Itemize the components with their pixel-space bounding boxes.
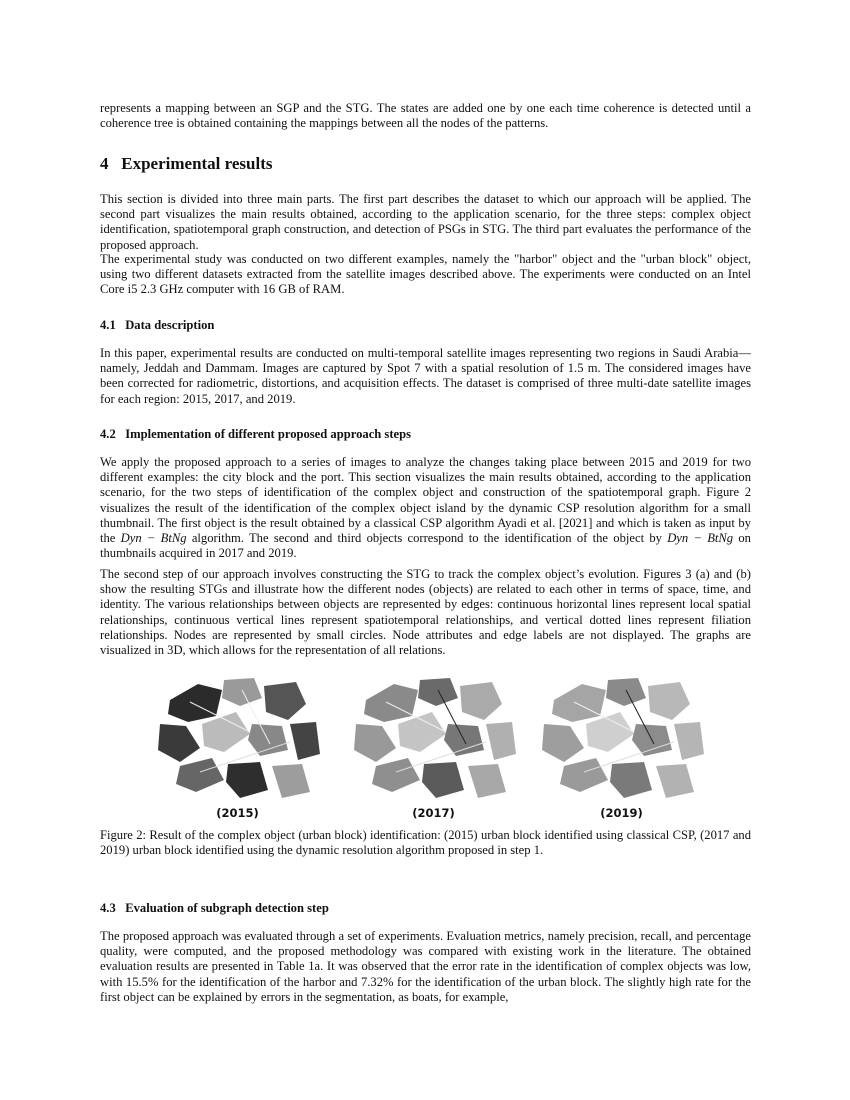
figure-panel-2019 — [534, 672, 709, 822]
p1-part-c: on thumbnails acquired in 2017 and 2019. — [100, 531, 751, 561]
urban-block-2015-image — [150, 672, 325, 804]
section-4-3-title: Evaluation of subgraph detection step — [125, 901, 329, 915]
figure-label-2019: (2019) — [600, 806, 643, 820]
p1-part-a: We apply the proposed approach to a series of images to analyze the changes taking place between 2015 and 2019 for two different examples: the city block and the port. This section visualizes the main results obtained, according to the application scenario, for the two steps of identification of the complex object and construction of the spatiotemporal graph. Figure 2 visualizes the result of the identification of the complex object island by the dynamic CSP resolution algorithm for a small thumbnail. The first object is the result obtained by a classical CSP algorithm Ayadi et al. [2021] and which is taken as input by the — [100, 455, 751, 546]
section-4-2-title: Implementation of different proposed approach steps — [125, 427, 412, 441]
section-4-1-heading — [100, 318, 214, 333]
figure-2-caption: Figure 2: Result of the complex object (urban block) identification: (2015) urban block identified using classical CSP, (2017 and 2019) urban block identified using the dynamic resolution algorithm proposed in step 1. — [100, 828, 751, 858]
urban-block-2017-image — [346, 672, 521, 804]
section-4-number: 4 — [100, 154, 109, 173]
p1-part-b: algorithm. The second and third objects correspond to the identification of the object by — [186, 531, 668, 546]
section-4-paragraph-2: The experimental study was conducted on two different examples, namely the "harbor" object and the "urban block" object, using two different datasets extracted from the satellite images described above. The experiments were conducted on an Intel Core i5 2.3 GHz computer with 16 GB of RAM. — [100, 252, 751, 297]
section-4-2-paragraph-1 — [100, 455, 751, 561]
section-4-1-title: Data description — [125, 318, 215, 332]
section-4-3-number: 4.3 — [100, 901, 116, 915]
figure-panel-2017 — [346, 672, 521, 822]
section-4-2-paragraph-2: The second step of our approach involves constructing the STG to track the complex object’s evolution. Figures 3 (a) and (b) show the resulting STGs and illustrate how the different nodes (objects) are related to each other in terms of space, time, and identity. The various relationships between objects are represented by edges: continuous horizontal lines represent local spatial relationships, continuous vertical lines represent spatiotemporal relationships, and vertical dotted lines represent filiation relationships. Nodes are represented by small circles. Node attributes and edge labels are not displayed. The graphs are visualized in 3D, which allows for the representation of all relations. — [100, 567, 751, 658]
figure-2 — [150, 672, 710, 822]
section-4-2-heading — [100, 427, 411, 442]
section-4-3-heading — [100, 901, 329, 916]
figure-panel-2015 — [150, 672, 325, 822]
section-4-3-paragraph: The proposed approach was evaluated through a set of experiments. Evaluation metrics, namely precision, recall, and percentage quality, were computed, and the proposed methodology was compared with existing work in the literature. The obtained evaluation results are presented in Table 1a. It was observed that the error rate in the identification of complex objects was low, with 15.5% for the identification of the harbor and 7.32% for the identification of the urban block. The slightly high rate for the first object can be explained by errors in the segmentation, as boats, for example, — [100, 929, 751, 1004]
math-dyn-btng-1: Dyn − BtNg — [120, 531, 187, 546]
section-4-heading — [100, 154, 273, 174]
section-4-1-number: 4.1 — [100, 318, 116, 332]
section-4-2-number: 4.2 — [100, 427, 116, 441]
figure-label-2017: (2017) — [412, 806, 455, 820]
math-dyn-btng-2: Dyn − BtNg — [667, 531, 734, 546]
intro-paragraph: represents a mapping between an SGP and the STG. The states are added one by one each time coherence is detected until a coherence tree is obtained containing the mappings between all the nodes of the patterns. — [100, 101, 751, 131]
section-4-title: Experimental results — [121, 154, 273, 173]
section-4-paragraph-1: This section is divided into three main parts. The first part describes the dataset to which our approach will be applied. The second part visualizes the main results obtained, according to the application scenario, for the three steps: complex object identification, spatiotemporal graph construction, and detection of PSGs in STG. The third part evaluates the performance of the proposed approach. — [100, 192, 751, 252]
figure-label-2015: (2015) — [216, 806, 259, 820]
section-4-1-paragraph: In this paper, experimental results are conducted on multi-temporal satellite images representing two regions in Saudi Arabia—namely, Jeddah and Dammam. Images are captured by Spot 7 with a spatial resolution of 1.5 m. The considered images have been corrected for radiometric, distortions, and acquisition effects. The dataset is comprised of three multi-date satellite images for each region: 2015, 2017, and 2019. — [100, 346, 751, 406]
urban-block-2019-image — [534, 672, 709, 804]
